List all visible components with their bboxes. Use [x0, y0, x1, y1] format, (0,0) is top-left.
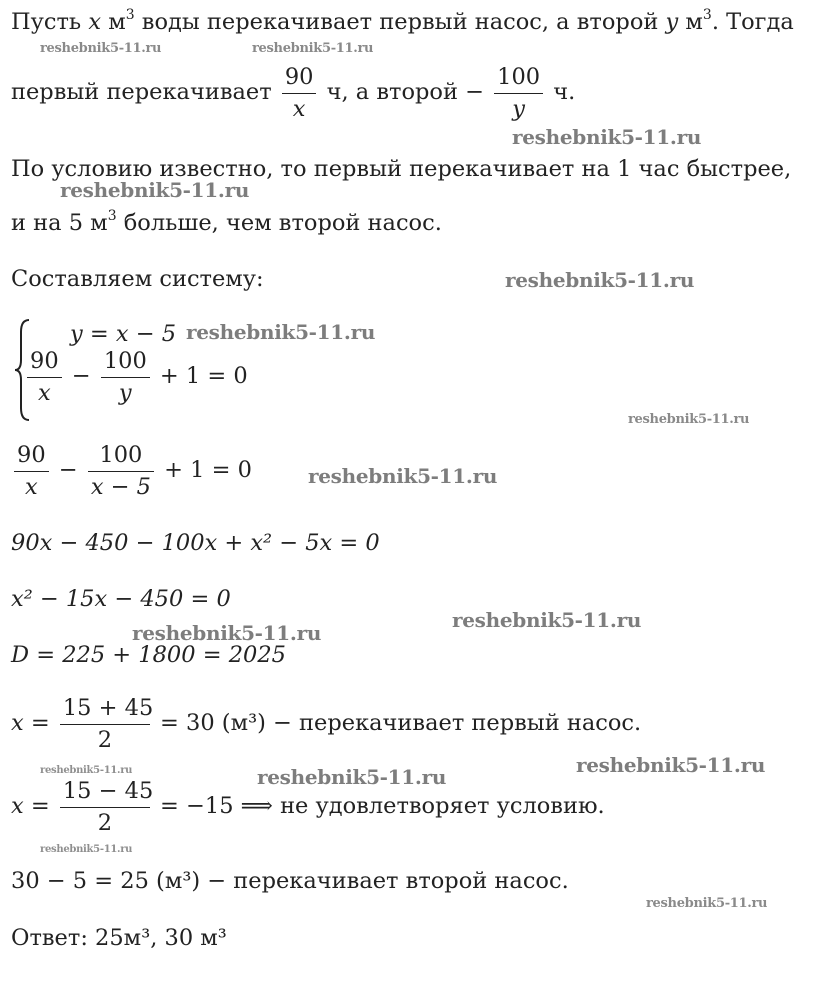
text-line-5: Составляем систему: — [11, 266, 264, 292]
equation-5: D = 225 + 1800 = 2025 — [11, 642, 286, 668]
watermark: reshebnik5-11.ru — [186, 320, 376, 344]
text-line-4: и на 5 $м^3$ больше, чем второй насос. — [11, 208, 442, 236]
watermark: reshebnik5-11.ru — [257, 765, 447, 789]
fraction-100-over-y: $\frac{100}{y}$ — [494, 66, 543, 120]
system-eq-1: y = x − 5 — [70, 321, 177, 347]
equation-2: $\frac{90}{x}$ − $\frac{100}{x - 5}$ + 1 = 0 — [11, 444, 252, 498]
text-line-1: Пусть x $м^3$ воды перекачивает первый насос, а второй y $м^3$. Тогда — [11, 7, 794, 35]
answer-line: Ответ: 25м³, 30 м³ — [11, 925, 227, 951]
watermark: reshebnik5-11.ru — [40, 41, 162, 56]
watermark: reshebnik5-11.ru — [60, 178, 250, 202]
watermark: reshebnik5-11.ru — [646, 896, 768, 911]
watermark: reshebnik5-11.ru — [252, 41, 374, 56]
equation-6: x = $\frac{15 + 45}{2}$ = 30 (м³) − перекачивает первый насос. — [11, 695, 642, 753]
watermark: reshebnik5-11.ru — [628, 412, 750, 427]
watermark: reshebnik5-11.ru — [40, 844, 133, 855]
watermark: reshebnik5-11.ru — [40, 765, 133, 776]
text-line-3: По условию известно, то первый перекачивает на 1 час быстрее, — [11, 156, 792, 182]
watermark: reshebnik5-11.ru — [512, 125, 702, 149]
fraction-90-over-x: $\frac{90}{x}$ — [282, 66, 317, 120]
watermark: reshebnik5-11.ru — [576, 753, 766, 777]
watermark: reshebnik5-11.ru — [505, 268, 695, 292]
watermark: reshebnik5-11.ru — [132, 621, 322, 645]
watermark: reshebnik5-11.ru — [308, 464, 498, 488]
equation-3: 90x − 450 − 100x + x² − 5x = 0 — [11, 530, 380, 556]
equation-4: x² − 15x − 450 = 0 — [11, 586, 231, 612]
equation-8: 30 − 5 = 25 (м³) − перекачивает второй насос. — [11, 868, 569, 894]
system-eq-2: $\frac{90}{x}$ − $\frac{100}{y}$ + 1 = 0 — [24, 350, 248, 404]
equation-7: x = $\frac{15 - 45}{2}$ = −15 ⟹ не удовлетворяет условию. — [11, 778, 605, 836]
watermark: reshebnik5-11.ru — [452, 608, 642, 632]
text-line-2: первый перекачивает $\frac{90}{x}$ ч, а второй − $\frac{100}{y}$ ч. — [11, 64, 576, 122]
